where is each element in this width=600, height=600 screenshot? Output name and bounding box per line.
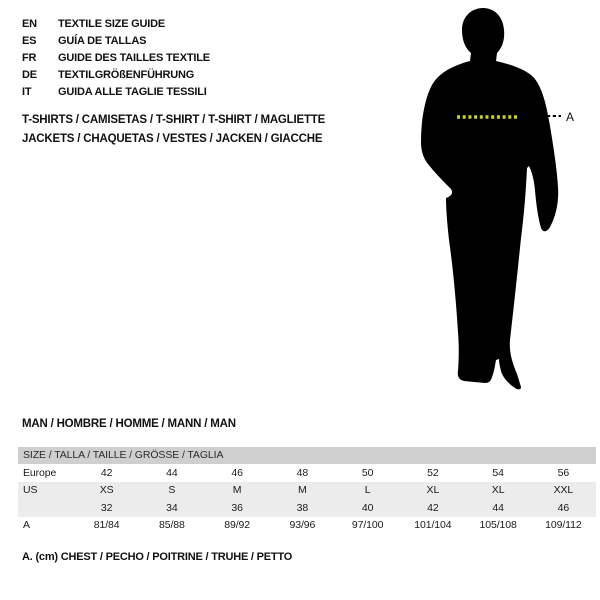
size-cell: M — [298, 484, 307, 497]
size-cell: 46 — [557, 501, 570, 514]
size-cell: 81/84 — [93, 519, 120, 532]
language-row-en — [22, 15, 210, 32]
size-cell: 54 — [492, 466, 504, 479]
size-cell: 50 — [361, 466, 374, 479]
size-cell: XL — [491, 484, 505, 497]
size-cell: XXL — [553, 484, 574, 497]
size-cell: 56 — [557, 466, 570, 479]
language-code: FR — [22, 51, 37, 64]
size-cell: 34 — [166, 501, 178, 514]
size-cell: 85/88 — [158, 519, 185, 532]
language-code: ES — [22, 34, 37, 47]
size-table — [18, 447, 596, 534]
size-cell: 93/96 — [289, 519, 316, 532]
language-title: GUIDA ALLE TAGLIE TESSILI — [58, 85, 207, 98]
man-silhouette-svg — [400, 0, 585, 400]
size-cell: 52 — [427, 466, 439, 479]
table-row-us — [18, 482, 596, 500]
man-silhouette-figure — [400, 0, 585, 400]
measurement-footnote: A. (cm) CHEST / PECHO / POITRINE / TRUHE / PETTO — [22, 551, 293, 563]
size-cell: S — [168, 484, 176, 497]
language-row-fr — [22, 49, 210, 66]
table-row-europe — [18, 464, 596, 482]
language-code: IT — [22, 85, 32, 98]
size-cell: 36 — [231, 501, 243, 514]
size-cell: 48 — [296, 466, 309, 479]
size-cell: 89/92 — [224, 519, 251, 532]
size-cell: M — [232, 484, 242, 497]
size-cell: 44 — [492, 501, 504, 514]
size-cell: 109/112 — [545, 519, 582, 532]
language-code: DE — [22, 68, 37, 81]
man-silhouette-shape — [421, 8, 558, 389]
product-line-tshirts: T-SHIRTS / CAMISETAS / T-SHIRT / T-SHIRT / MAGLIETTE — [22, 114, 326, 126]
row-label: US — [23, 484, 38, 497]
language-row-it — [22, 83, 210, 100]
language-title: TEXTILGRÖßENFÜHRUNG — [58, 68, 195, 81]
size-cell: 32 — [100, 501, 113, 514]
language-row-es — [22, 32, 210, 49]
size-table-header: SIZE / TALLA / TAILLE / GRÖSSE / TAGLIA — [18, 447, 596, 464]
product-category-lines — [22, 111, 325, 148]
size-cell: 105/108 — [479, 519, 517, 532]
table-row-numeric — [18, 499, 596, 517]
size-cell: 42 — [427, 501, 439, 514]
size-cell: L — [364, 484, 371, 497]
table-row-chest — [18, 517, 596, 535]
language-title: GUÍA DE TALLAS — [58, 34, 147, 47]
language-code: EN — [22, 17, 37, 30]
size-cell: 42 — [100, 466, 113, 479]
language-row-de — [22, 66, 210, 83]
product-line-jackets: JACKETS / CHAQUETAS / VESTES / JACKEN / GIACCHE — [22, 132, 323, 145]
size-cell: 101/104 — [414, 519, 452, 532]
size-cell: 44 — [166, 466, 178, 479]
measure-label-a: A — [566, 110, 575, 124]
language-legend — [22, 15, 210, 100]
row-label: Europe — [23, 466, 57, 479]
language-title: TEXTILE SIZE GUIDE — [58, 17, 166, 30]
size-cell: 40 — [361, 501, 374, 514]
size-cell: XL — [426, 484, 440, 497]
size-cell: 97/100 — [351, 519, 384, 532]
language-title: GUIDE DES TAILLES TEXTILE — [58, 51, 210, 64]
size-cell: XS — [99, 484, 114, 497]
size-cell: 46 — [231, 466, 243, 479]
section-title-man: MAN / HOMBRE / HOMME / MANN / MAN — [22, 418, 236, 430]
row-label: A — [23, 519, 30, 532]
size-cell: 38 — [296, 501, 309, 514]
